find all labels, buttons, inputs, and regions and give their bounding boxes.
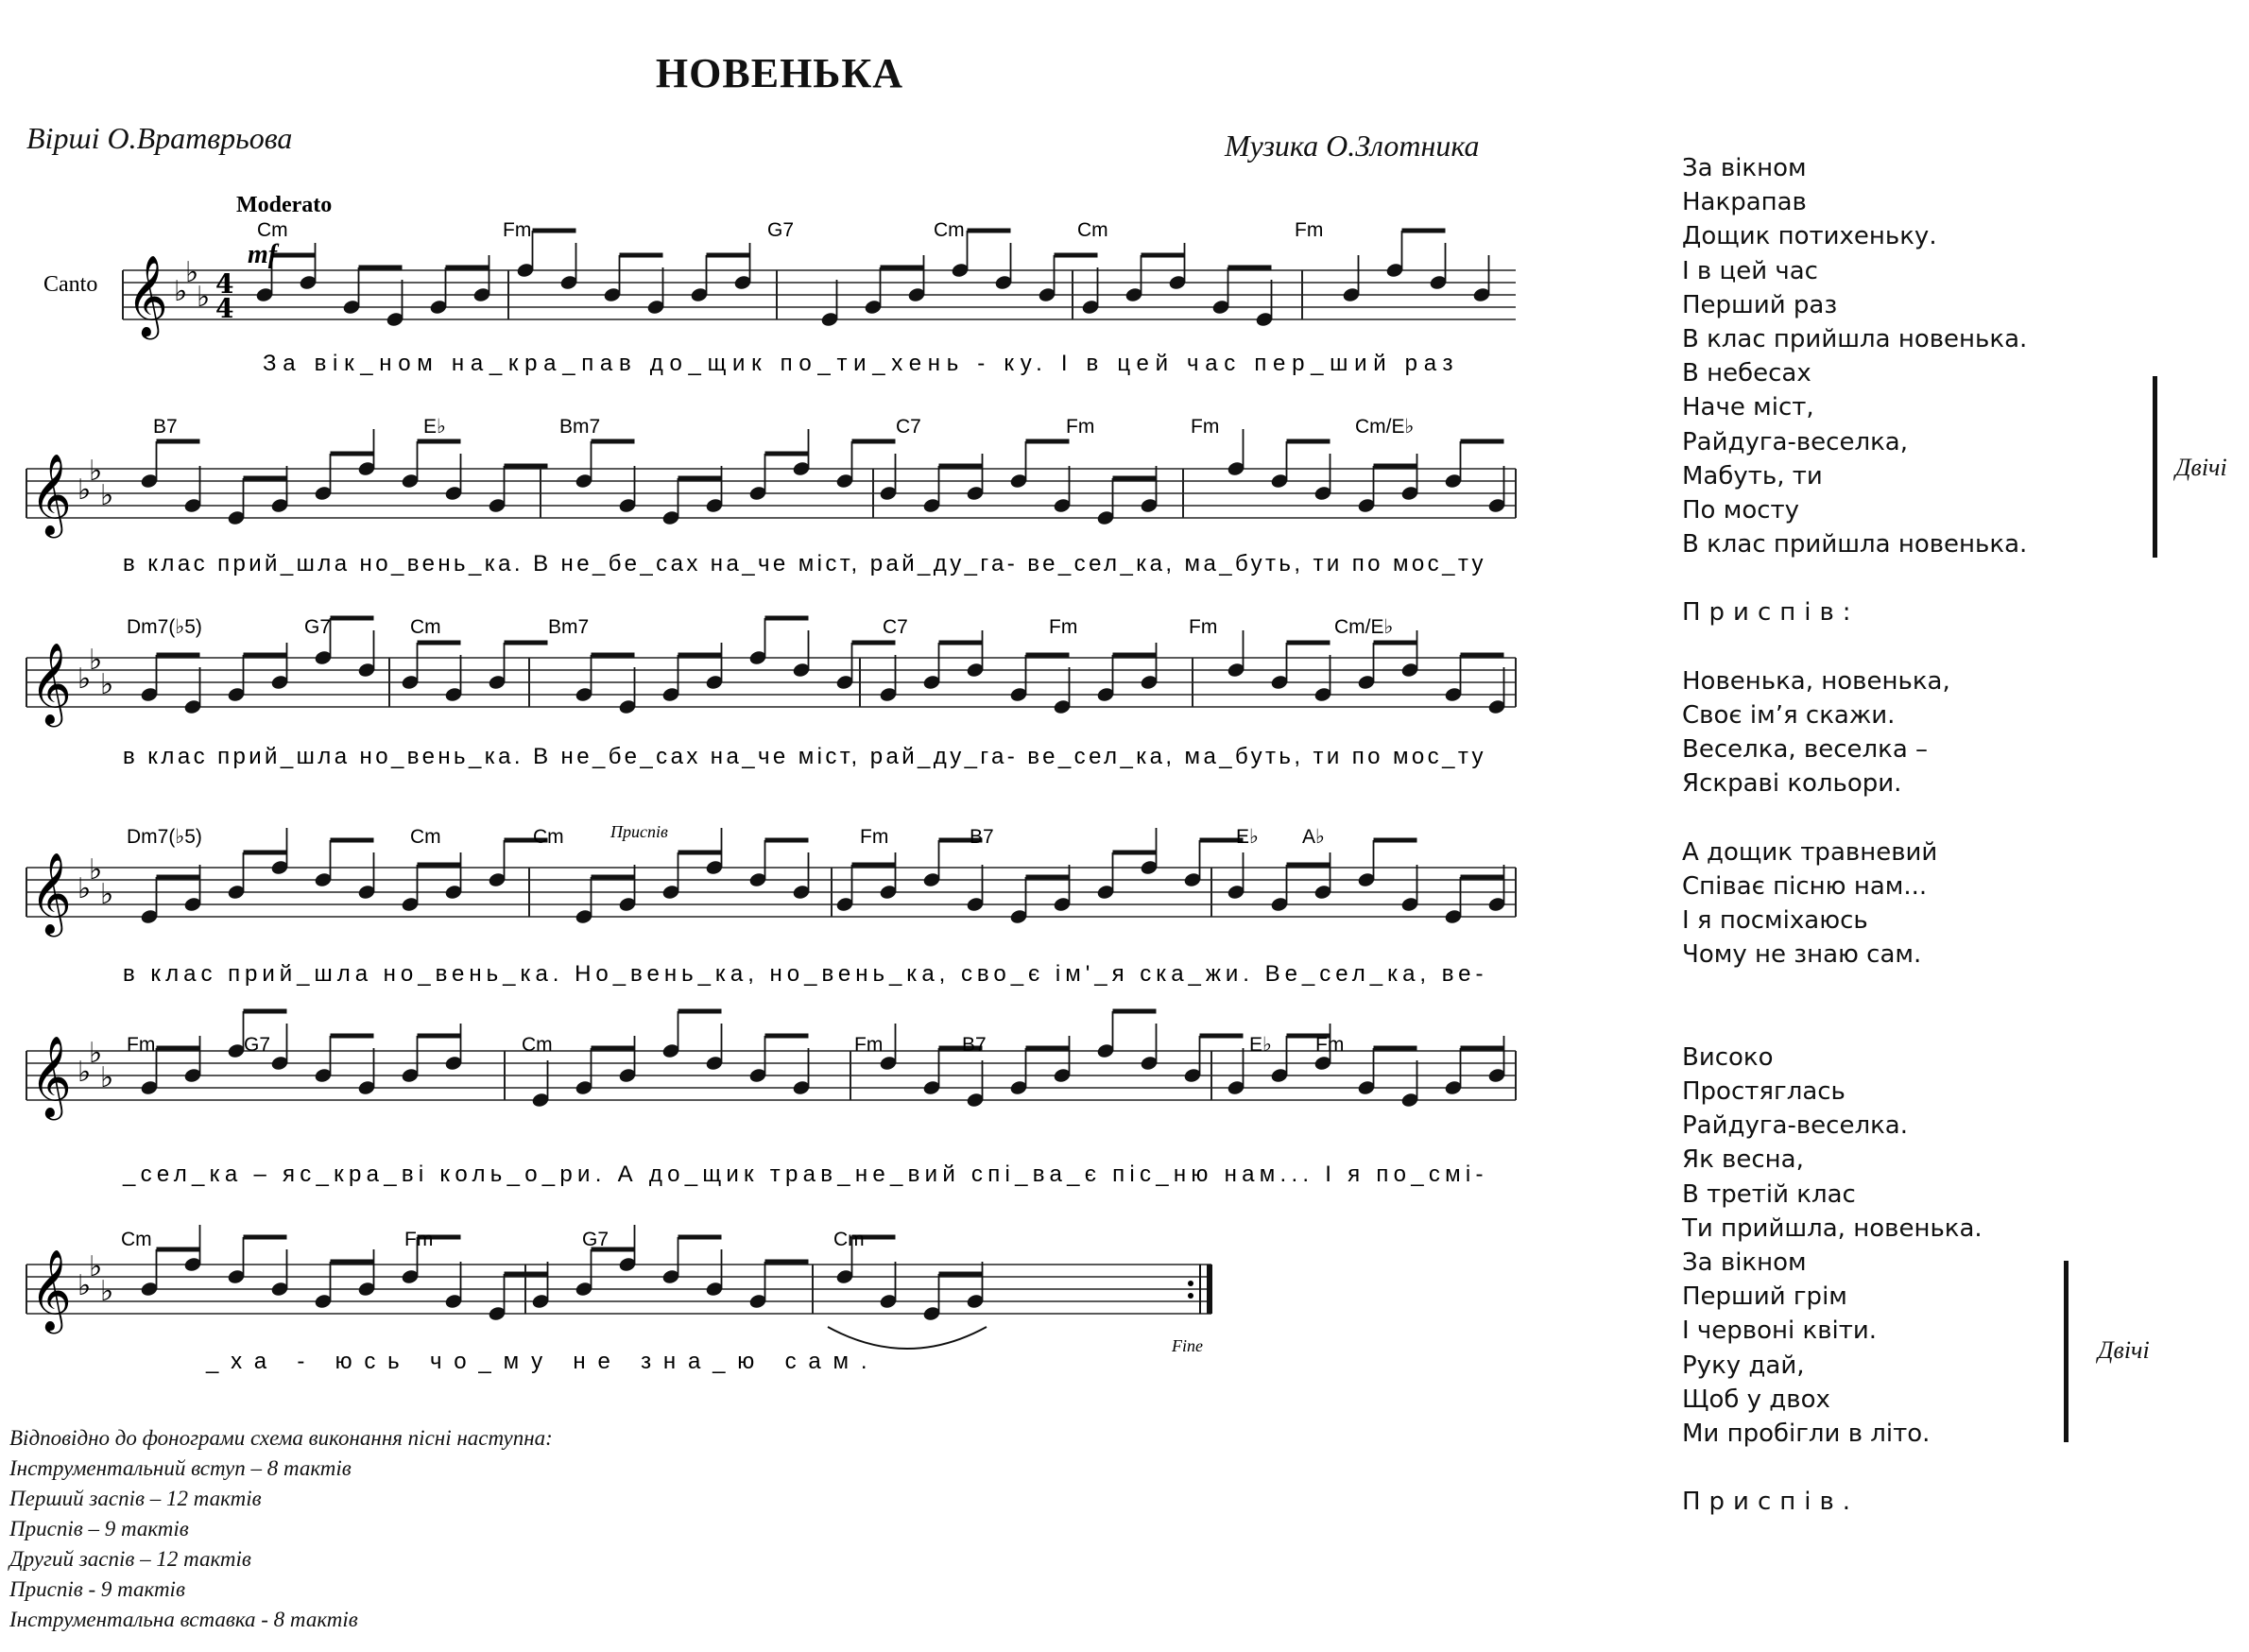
song-lyrics-text	[1682, 151, 2027, 1520]
fine-marking: Fine	[1172, 1336, 1203, 1355]
chord-symbol: C7	[883, 616, 908, 638]
flat-icon: ♭	[77, 663, 92, 696]
flat-icon: ♭	[100, 1275, 114, 1308]
song-title: НОВЕНЬКА	[655, 50, 904, 96]
scheme-line: Інструментальна вставка - 8 тактів	[9, 1608, 358, 1631]
lyric-line: Наче міст,	[1682, 393, 1814, 422]
flat-icon: ♭	[89, 1037, 103, 1070]
lyric-line: Простяглась	[1682, 1077, 1846, 1107]
time-signature: 4	[215, 293, 234, 324]
lyric-line: в клас прий_шла но_вень_ка. Но_вень_ка, но_вень_ка, сво_є ім'_я ска_жи. Ве_сел_ка, ве-	[123, 961, 1485, 987]
chord-symbol: Cm/E♭	[1355, 416, 1415, 438]
chord-symbol: B7	[153, 416, 178, 438]
lyric-line: Співає пісню нам...	[1682, 871, 1928, 901]
repeat-bracket	[2153, 376, 2157, 558]
lyric-line: В третій клас	[1682, 1179, 1856, 1209]
flat-icon: ♭	[89, 455, 103, 488]
flat-icon: ♭	[100, 878, 114, 911]
chorus-heading: Приспів:	[1682, 598, 1860, 628]
flat-icon: ♭	[197, 281, 211, 314]
lyric-line: Райдуга-веселка.	[1682, 1111, 1908, 1141]
lyric-line: _ха - юсь чо_му не зна_ю сам.	[206, 1349, 867, 1374]
flat-icon: ♭	[77, 1269, 92, 1302]
chord-symbol: Fm	[404, 1229, 434, 1250]
lyric-line: І в цей час	[1682, 256, 1818, 285]
chord-symbol: Bm7	[548, 616, 590, 638]
flat-icon: ♭	[77, 473, 92, 507]
lyric-line: За вік_ном на_кра_пав до_щик по_ти_хень - ку. І в цей час пер_ший раз	[263, 351, 1454, 376]
chord-symbol: Bm7	[559, 416, 601, 438]
chord-symbol: Dm7(♭5)	[127, 826, 202, 848]
chord-symbol: B7	[962, 1034, 987, 1056]
tempo-marking: Moderato	[236, 193, 333, 217]
flat-icon: ♭	[100, 479, 114, 512]
chord-symbol: G7	[304, 616, 332, 638]
chorus-marker: Приспів	[610, 822, 668, 841]
scheme-line: Приспів - 9 тактів	[9, 1577, 185, 1601]
lyric-line: Перший раз	[1682, 290, 1838, 319]
lyric-line: Новенька, новенька,	[1682, 666, 1950, 696]
lyric-line: в клас прий_шла но_вень_ка. В не_бе_сах на_че міст, рай_ду_га- ве_сел_ка, ма_буть, ти по мос_ту	[123, 744, 1484, 769]
composer-credit: Музика О.Злотника	[1225, 129, 1480, 163]
lyric-line: За вікном	[1682, 154, 1807, 182]
lyric-line: В небесах	[1682, 359, 1811, 388]
lyric-line: Ти прийшла, новенька.	[1682, 1213, 1983, 1243]
treble-clef-icon: 𝄞	[127, 255, 168, 336]
lyric-line: Мабуть, ти	[1682, 461, 1823, 490]
chord-symbol: Fm	[503, 219, 532, 241]
repeat-label: Двічі	[2175, 454, 2227, 481]
flat-icon: ♭	[89, 1250, 103, 1283]
lyric-line: Високо	[1682, 1042, 1774, 1072]
lyric-line: За вікном	[1682, 1248, 1807, 1277]
scheme-line: Перший заспів – 12 тактів	[9, 1487, 262, 1510]
lyric-line: Перший грім	[1682, 1282, 1847, 1312]
flat-icon: ♭	[174, 275, 188, 308]
chord-symbol: E♭	[423, 416, 446, 438]
lyric-line: Райдуга-веселка,	[1682, 427, 1908, 456]
chord-symbol: Fm	[1049, 616, 1078, 638]
chord-symbol: Fm	[1295, 219, 1324, 241]
chord-symbol: Fm	[1189, 616, 1218, 638]
chord-symbol: A♭	[1302, 826, 1325, 848]
repeat-bracket	[2064, 1261, 2069, 1442]
lyric-line: Щоб у двох	[1682, 1385, 1830, 1414]
chord-symbol: Cm	[522, 1034, 553, 1056]
flat-icon: ♭	[100, 1061, 114, 1094]
repeat-dot	[1188, 1293, 1193, 1299]
chorus-end-label: Приспів.	[1682, 1488, 1860, 1517]
chord-symbol: Cm	[533, 826, 564, 848]
repeat-label: Двічі	[2098, 1336, 2150, 1364]
lyric-line: _сел_ка – яс_кра_ві коль_о_ри. А до_щик трав_не_вий спі_ва_є піс_ню нам... І я по_смі-	[123, 1162, 1485, 1187]
tie	[828, 1327, 987, 1349]
treble-clef-icon: 𝄞	[30, 454, 72, 535]
flat-icon: ♭	[77, 872, 92, 905]
chord-symbol: Cm	[833, 1229, 865, 1250]
chord-symbol: Fm	[854, 1034, 884, 1056]
chord-symbol: Fm	[127, 1034, 156, 1056]
performance-scheme	[9, 1423, 553, 1635]
repeat-dot	[1188, 1281, 1193, 1286]
chord-symbol: Cm	[1077, 219, 1108, 241]
chord-symbol: E♭	[1249, 1034, 1272, 1056]
time-signature: 4	[215, 268, 234, 300]
lyric-line: Накрапав	[1682, 188, 1807, 217]
chord-symbol: Fm	[1191, 416, 1220, 438]
lyric-line: Яскраві кольори.	[1682, 769, 1902, 799]
treble-clef-icon: 𝄞	[30, 1036, 72, 1117]
flat-icon: ♭	[185, 256, 199, 289]
lyric-line: Чому не знаю сам.	[1682, 940, 1922, 970]
scheme-line: Відповідно до фонограми схема виконання пісні наступна:	[9, 1426, 553, 1450]
scheme-line: Інструментальний вступ – 8 тактів	[9, 1456, 352, 1480]
lyric-line: А дощик травневий	[1682, 837, 1938, 867]
chord-symbol: Fm	[860, 826, 889, 848]
lyric-line: Веселка, веселка –	[1682, 735, 1929, 765]
lyric-line: Дощик потихеньку.	[1682, 222, 1937, 251]
lyric-line: Ми пробігли в літо.	[1682, 1419, 1931, 1448]
lyric-line: Своє ім’я скажи.	[1682, 701, 1896, 730]
chord-symbol: Fm	[1315, 1034, 1345, 1056]
treble-clef-icon: 𝄞	[30, 852, 72, 934]
lyric-line: І червоні квіти.	[1682, 1316, 1878, 1346]
lyric-line: В клас прийшла новенька.	[1682, 530, 2028, 559]
instrument-label: Canto	[43, 272, 98, 297]
chord-symbol: Cm	[934, 219, 965, 241]
lyric-line: І я посміхаюсь	[1682, 906, 1868, 936]
lyric-line: Як весна,	[1682, 1145, 1804, 1175]
chord-symbol: B7	[970, 826, 994, 848]
chord-symbol: C7	[896, 416, 921, 438]
scheme-line: Приспів – 9 тактів	[9, 1517, 189, 1540]
chord-symbol: E♭	[1236, 826, 1259, 848]
poet-credit: Вірші О.Вратврьова	[26, 121, 293, 155]
chord-symbol: Fm	[1066, 416, 1095, 438]
lyric-line: В клас прийшла новенька.	[1682, 324, 2028, 353]
chord-symbol: Cm	[410, 826, 441, 848]
flat-icon: ♭	[89, 644, 103, 677]
chord-symbol: G7	[244, 1034, 271, 1056]
chord-symbol: G7	[582, 1229, 609, 1250]
chord-symbol: Cm/E♭	[1334, 616, 1394, 638]
flat-icon: ♭	[100, 668, 114, 701]
treble-clef-icon: 𝄞	[30, 1249, 72, 1331]
flat-icon: ♭	[77, 1056, 92, 1089]
chord-symbol: Dm7(♭5)	[127, 616, 202, 638]
lyric-line: в клас прий_шла но_вень_ка. В не_бе_сах на_че міст, рай_ду_га- ве_сел_ка, ма_буть, ти по мос_ту	[123, 551, 1484, 576]
chord-symbol: Cm	[410, 616, 441, 638]
lyric-line: Руку дай,	[1682, 1351, 1805, 1380]
chord-symbol: G7	[767, 219, 795, 241]
flat-icon: ♭	[89, 853, 103, 886]
chord-symbol: Cm	[257, 219, 288, 241]
scheme-line: Другий заспів – 12 тактів	[9, 1547, 251, 1571]
dynamic-marking: mf	[248, 240, 278, 269]
chord-symbol: Cm	[121, 1229, 152, 1250]
lyric-line: По мосту	[1682, 495, 1800, 525]
treble-clef-icon: 𝄞	[30, 643, 72, 724]
